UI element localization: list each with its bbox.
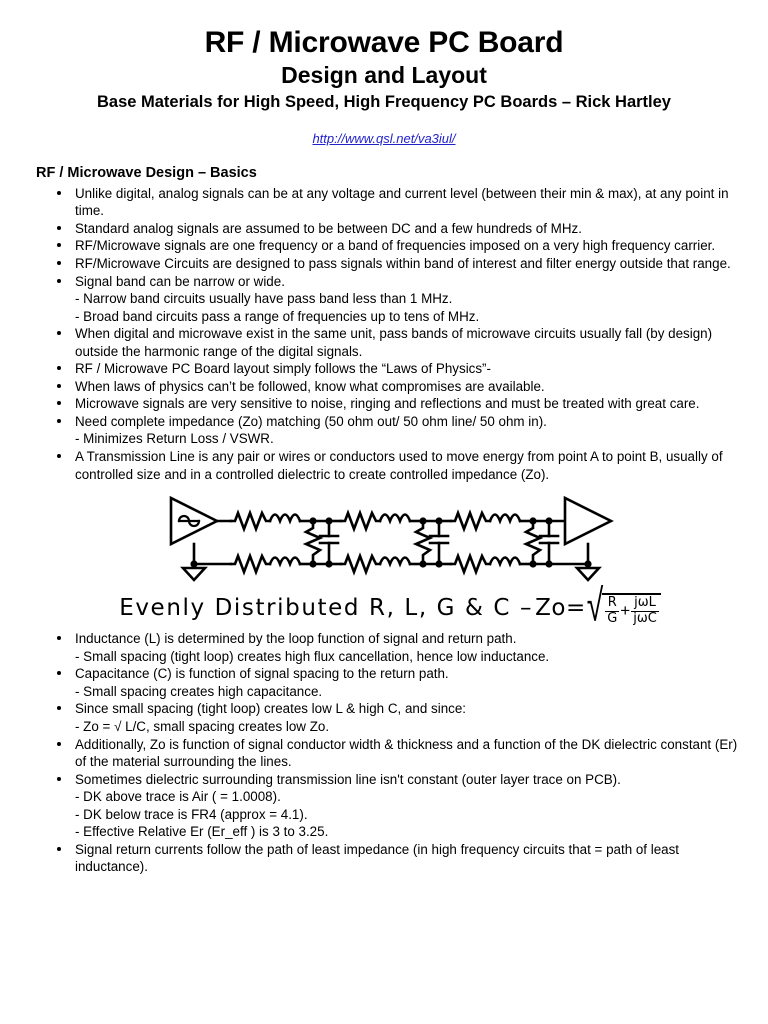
source-url-link[interactable]: http://www.qsl.net/va3iul/ bbox=[312, 130, 456, 146]
bullet-dot-icon bbox=[57, 191, 61, 195]
list-item-text: Need complete impedance (Zo) matching (50 ohm out/ 50 ohm line/ 50 ohm in). bbox=[75, 413, 547, 429]
document-header bbox=[0, 0, 768, 113]
list-item-text: Microwave signals are very sensitive to noise, ringing and reflections and must be treated with great care. bbox=[75, 396, 700, 412]
sub-item-text: - Small spacing (tight loop) creates high flux cancellation, hence low inductance. bbox=[75, 648, 550, 664]
list-item-text: Additionally, Zo is function of signal conductor width & thickness and a function of the DK dielectric constant (Er) of the material surrounding the lines. bbox=[75, 736, 738, 770]
bullet-dot-icon bbox=[57, 226, 61, 230]
bullet-dot-icon bbox=[57, 454, 61, 458]
list-item bbox=[36, 413, 744, 431]
sub-item-text: - DK above trace is Air ( = 1.0008). bbox=[75, 789, 281, 805]
radical-icon: √ bbox=[586, 581, 604, 632]
bullet-dot-icon bbox=[57, 777, 61, 781]
bullet-list-inductance bbox=[36, 630, 744, 648]
bullet-dot-icon bbox=[57, 636, 61, 640]
list-item bbox=[36, 448, 744, 483]
list-item-text: Signal band can be narrow or wide. bbox=[75, 273, 285, 289]
sub-item-text: - Narrow band circuits usually have pass band less than 1 MHz. bbox=[75, 291, 453, 307]
list-item-text: Capacitance (C) is function of signal spacing to the return path. bbox=[75, 666, 449, 682]
link-row bbox=[0, 130, 768, 148]
bullet-dot-icon bbox=[57, 419, 61, 423]
sub-item-text: - Effective Relative Er (Er_eff ) is 3 to 3.25. bbox=[75, 824, 329, 840]
list-item bbox=[36, 736, 744, 771]
bullet-dot-icon bbox=[57, 366, 61, 370]
sqrt-expression bbox=[586, 581, 661, 632]
list-item bbox=[36, 185, 744, 220]
list-item-text: Inductance (L) is determined by the loop function of signal and return path. bbox=[75, 631, 517, 647]
list-item bbox=[36, 630, 744, 648]
section-heading: RF / Microwave Design – Basics bbox=[36, 164, 257, 181]
bullet-dot-icon bbox=[57, 243, 61, 247]
sub-item-text: - DK below trace is FR4 (approx = 4.1). bbox=[75, 806, 308, 822]
figure-caption bbox=[36, 581, 744, 632]
transmission-line-schematic bbox=[36, 492, 744, 589]
list-item bbox=[36, 255, 744, 273]
list-item-text: RF / Microwave PC Board layout simply follows the “Laws of Physics”- bbox=[75, 361, 491, 377]
list-item bbox=[36, 360, 744, 378]
bullet-dot-icon bbox=[57, 331, 61, 335]
list-item bbox=[36, 771, 744, 789]
list-item-text: RF/Microwave Circuits are designed to pass signals within band of interest and filter energy outside that range. bbox=[75, 256, 731, 272]
plus-sign: + bbox=[620, 601, 631, 621]
fraction-numerator: jωL bbox=[634, 595, 656, 611]
list-item-text: When laws of physics can’t be followed, know what compromises are available. bbox=[75, 378, 545, 394]
list-item bbox=[36, 273, 744, 291]
sub-item-text: - Zo = √ L/C, small spacing creates low Zo. bbox=[75, 718, 330, 734]
fraction-jwl-over-jwc bbox=[631, 596, 659, 626]
list-item-text: Unlike digital, analog signals can be at any voltage and current level (between their min & max), at any point in time. bbox=[75, 185, 729, 219]
list-item bbox=[36, 378, 744, 396]
sub-item-text: - Small spacing creates high capacitance. bbox=[75, 683, 323, 699]
bullet-list-capacitance bbox=[36, 665, 744, 683]
page-subtitle: Design and Layout bbox=[281, 61, 487, 88]
fraction-r-over-g bbox=[605, 596, 619, 626]
bullet-list-top bbox=[36, 185, 744, 290]
bullet-dot-icon bbox=[57, 742, 61, 746]
list-item bbox=[36, 841, 744, 876]
sub-item-text: - Minimizes Return Loss / VSWR. bbox=[75, 431, 274, 447]
fraction-denominator: G bbox=[607, 610, 618, 626]
figure-caption-text: Evenly Distributed R, L, G & C – bbox=[119, 594, 534, 621]
page-byline: Base Materials for High Speed, High Frequency PC Boards – Rick Hartley bbox=[96, 93, 671, 112]
distributed-rlgc-circuit-svg bbox=[155, 492, 625, 584]
bullet-list-spacing bbox=[36, 700, 744, 718]
list-item-text: When digital and microwave exist in the same unit, pass bands of microwave circuits usually fall (by design) outside the harmonic range of the digital signals. bbox=[75, 326, 713, 359]
bullet-dot-icon bbox=[57, 279, 61, 283]
list-item bbox=[36, 395, 744, 413]
list-item-text: RF/Microwave signals are one frequency or a band of frequencies imposed on a very high frequency carrier. bbox=[75, 238, 716, 254]
list-item bbox=[36, 325, 744, 360]
bullet-dot-icon bbox=[57, 401, 61, 405]
list-item bbox=[36, 700, 744, 718]
radicand bbox=[602, 593, 661, 626]
bullet-list-mid bbox=[36, 325, 744, 430]
bullet-dot-icon bbox=[57, 847, 61, 851]
bullet-dot-icon bbox=[57, 671, 61, 675]
zo-equals-label: Zo= bbox=[535, 594, 586, 621]
list-item bbox=[36, 665, 744, 683]
list-item-text: Sometimes dielectric surrounding transmission line isn't constant (outer layer trace on PCB). bbox=[75, 771, 621, 787]
bullet-list-return-current bbox=[36, 841, 744, 876]
document-body bbox=[0, 165, 768, 876]
list-item-text: Signal return currents follow the path of least impedance (in high frequency circuits that = path of least inductance). bbox=[75, 841, 680, 875]
bullet-list-dielectric bbox=[36, 736, 744, 789]
fraction-numerator: R bbox=[607, 595, 617, 611]
bullet-dot-icon bbox=[57, 261, 61, 265]
sub-item-text: - Broad band circuits pass a range of frequencies up to tens of MHz. bbox=[75, 308, 480, 324]
list-item-text: Since small spacing (tight loop) creates low L & high C, and since: bbox=[75, 701, 467, 717]
fraction-denominator: jωC bbox=[633, 610, 657, 626]
list-item-text: Standard analog signals are assumed to be between DC and a few hundreds of MHz. bbox=[75, 220, 582, 236]
page-title: RF / Microwave PC Board bbox=[204, 26, 564, 59]
bullet-dot-icon bbox=[57, 384, 61, 388]
list-item bbox=[36, 220, 744, 238]
list-item bbox=[36, 237, 744, 255]
bullet-dot-icon bbox=[57, 706, 61, 710]
bullet-list-transmission-line bbox=[36, 448, 744, 483]
list-item-text: A Transmission Line is any pair or wires or conductors used to move energy from point A to point B, usually of controlled size and in a controlled dielectric to create controlled impedance (Zo). bbox=[75, 449, 723, 482]
